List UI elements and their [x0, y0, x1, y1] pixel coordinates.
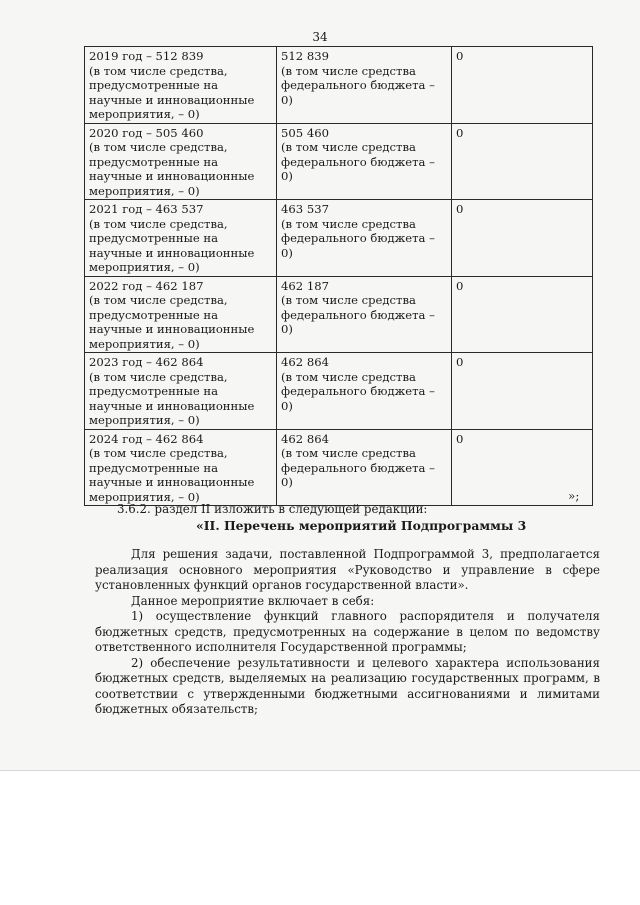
cell-line: 462 187 [281, 278, 329, 293]
cell-line: мероприятия, – 0) [89, 183, 200, 198]
cell-line: научные и инновационные [89, 169, 255, 183]
cell-line: федерального бюджета – [281, 384, 435, 398]
table-row [85, 353, 593, 430]
paragraph-item-1: 1) осуществление функций главного распорядителя и получателя бюджетных средств, предусмотренных на содержание в целом по ведомству ответственного исполнителя Государственной программы; [95, 609, 600, 654]
cell-line: 0) [281, 475, 293, 489]
year-total-cell [85, 429, 277, 506]
cell-line: мероприятия, – 0) [89, 489, 200, 504]
cell-line: федерального бюджета – [281, 307, 435, 322]
cell-line: 0) [281, 169, 293, 183]
cell-line: научные и инновационные [89, 475, 255, 489]
cell-line: (в том числе средства [281, 446, 416, 460]
table-closing-quote: »; [568, 489, 580, 503]
cell-line: федерального бюджета – [281, 78, 435, 92]
cell-line: 0) [281, 92, 293, 107]
cell-line: мероприятия, – 0) [89, 260, 200, 274]
cell-line: (в том числе средства [281, 63, 416, 78]
paragraph-item-2: 2) обеспечение результативности и целевого характера использования бюджетных средств, выделяемых на реализацию государственных программ, в соответствии с утвержденными бюджетными ассигнованиями и лимитами бюджетных обязательств; [95, 655, 600, 716]
cell-line: (в том числе средства, [89, 140, 228, 154]
cell-line: 0) [281, 245, 293, 260]
page-number: 34 [312, 30, 328, 44]
federal-budget-cell [277, 123, 452, 200]
federal-budget-cell [277, 429, 452, 506]
cell-line: (в том числе средства [281, 140, 416, 154]
cell-line: 462 864 [281, 431, 329, 446]
budget-table-body [85, 47, 593, 506]
cell-line: федерального бюджета – [281, 460, 435, 475]
paragraph-intro: Для решения задачи, поставленной Подпрограммой 3, предполагается реализация основного мероприятия «Руководство и управление в сфере установленных функций органов государственной власти». [95, 547, 600, 592]
cell-line: (в том числе средства [281, 369, 416, 384]
cell-line: предусмотренные на [89, 460, 219, 475]
other-sources-cell: 0 [452, 200, 593, 277]
other-sources-cell: 0 [452, 353, 593, 430]
cell-line: (в том числе средства, [89, 369, 228, 384]
table-row [85, 200, 593, 277]
cell-line: (в том числе средства [281, 216, 416, 231]
body-text [95, 547, 600, 718]
table-row [85, 123, 593, 200]
table-row [85, 429, 593, 506]
section-heading: «II. Перечень мероприятий Подпрограммы 3 [196, 518, 527, 533]
cell-line: федерального бюджета – [281, 154, 435, 169]
cell-line: 0) [281, 322, 293, 336]
other-sources-cell: 0 [452, 47, 593, 124]
table-row [85, 47, 593, 124]
cell-line: предусмотренные на [89, 154, 219, 169]
cell-line: научные и инновационные [89, 322, 255, 336]
cell-line: 463 537 [281, 202, 329, 216]
table-row [85, 276, 593, 353]
year-total-cell [85, 276, 277, 353]
cell-line: 2020 год – 505 460 [89, 125, 204, 140]
cell-line: предусмотренные на [89, 231, 219, 245]
cell-line: 462 864 [281, 355, 329, 369]
cell-line: (в том числе средства, [89, 216, 228, 231]
cell-line: научные и инновационные [89, 245, 255, 260]
federal-budget-cell [277, 200, 452, 277]
cell-line: (в том числе средства, [89, 293, 228, 307]
cell-line: 505 460 [281, 125, 329, 140]
cell-line: 2022 год – 462 187 [89, 278, 204, 293]
federal-budget-cell [277, 276, 452, 353]
cell-line: 2024 год – 462 864 [89, 431, 204, 446]
cell-line: мероприятия, – 0) [89, 107, 200, 121]
budget-table [84, 46, 593, 506]
cell-line: 0) [281, 398, 293, 413]
cell-line: 2019 год – 512 839 [89, 49, 204, 63]
federal-budget-cell [277, 47, 452, 124]
year-total-cell [85, 123, 277, 200]
other-sources-cell: 0 [452, 429, 593, 506]
cell-line: предусмотренные на [89, 307, 219, 322]
cell-line: 2021 год – 463 537 [89, 202, 204, 216]
cell-line: предусмотренные на [89, 78, 219, 92]
cell-line: научные и инновационные [89, 92, 255, 107]
cell-line: 512 839 [281, 49, 329, 63]
cell-line: 2023 год – 462 864 [89, 355, 204, 369]
cell-line: научные и инновационные [89, 398, 255, 413]
cell-line: мероприятия, – 0) [89, 336, 200, 351]
cell-line: предусмотренные на [89, 384, 219, 398]
cell-line: мероприятия, – 0) [89, 413, 200, 427]
year-total-cell [85, 47, 277, 124]
cell-line: (в том числе средства, [89, 63, 228, 78]
cell-line: федерального бюджета – [281, 231, 435, 245]
federal-budget-cell [277, 353, 452, 430]
cell-line: (в том числе средства [281, 293, 416, 307]
other-sources-cell: 0 [452, 276, 593, 353]
section-intro: 3.6.2. раздел II изложить в следующей редакции: [117, 502, 428, 516]
cell-line: (в том числе средства, [89, 446, 228, 460]
other-sources-cell: 0 [452, 123, 593, 200]
year-total-cell [85, 200, 277, 277]
paragraph-includes: Данное мероприятие включает в себя: [131, 593, 375, 608]
year-total-cell [85, 353, 277, 430]
